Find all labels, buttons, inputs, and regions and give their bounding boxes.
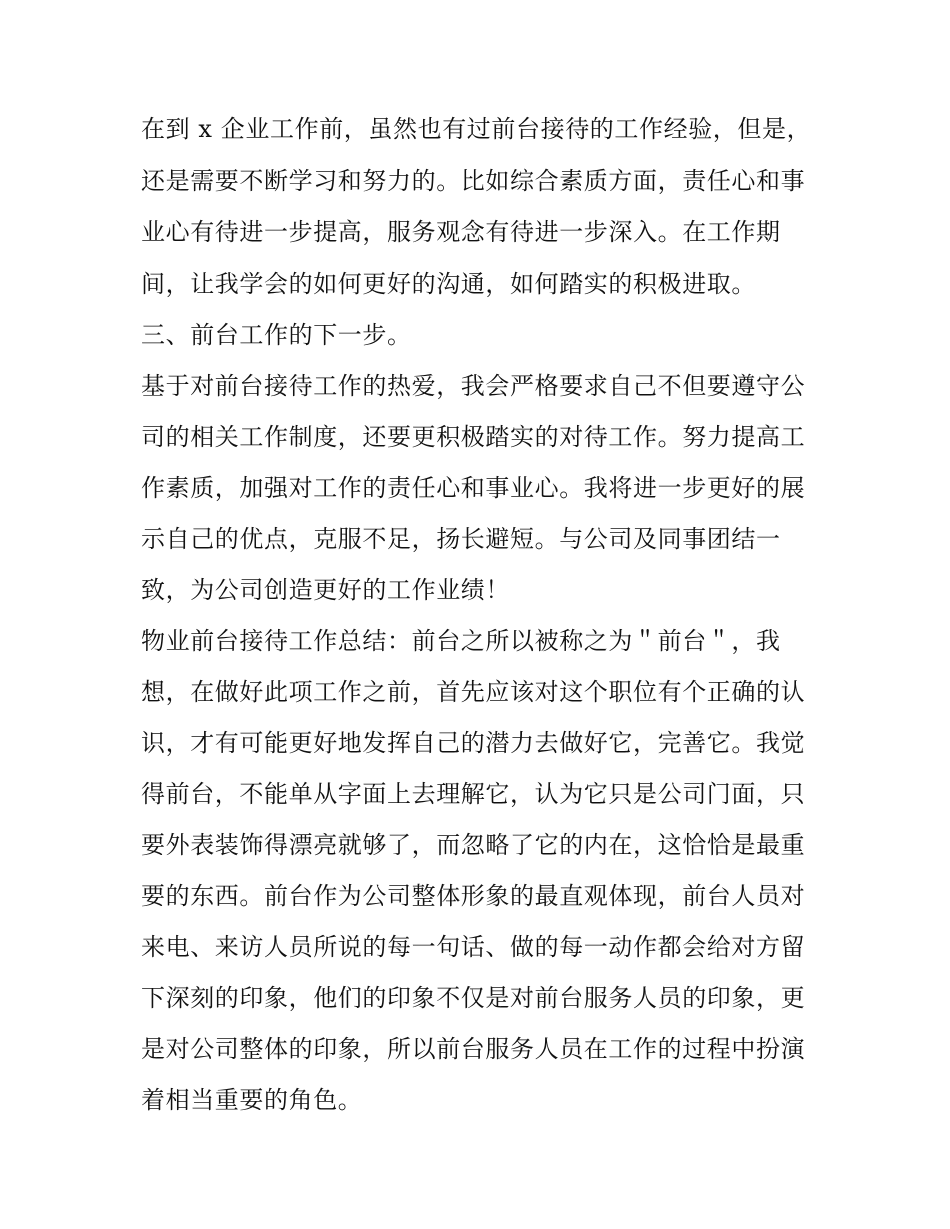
text-line: 想，在做好此项工作之前，首先应该对这个职位有个正确的认: [141, 678, 806, 706]
text-line: 物业前台接待工作总结：前台之所以被称之为＂前台＂，我: [141, 627, 781, 655]
text-line: 着相当重要的角色。: [141, 1086, 363, 1114]
text-line: 识，才有可能更好地发挥自己的潜力去做好它，完善它。我觉: [141, 729, 806, 757]
text-line: 间，让我学会的如何更好的沟通，如何踏实的积极进取。: [141, 270, 756, 298]
section-heading: 三、前台工作的下一步。: [141, 321, 412, 349]
text-line: 是对公司整体的印象，所以前台服务人员在工作的过程中扮演: [141, 1035, 806, 1063]
text-line: 基于对前台接待工作的热爱，我会严格要求自己不但要遵守公: [141, 372, 806, 400]
text-line: 要外表装饰得漂亮就够了，而忽略了它的内在，这恰恰是最重: [141, 831, 806, 859]
text-line: 要的东西。前台作为公司整体形象的最直观体现，前台人员对: [141, 882, 806, 910]
text-line: 得前台，不能单从字面上去理解它，认为它只是公司门面，只: [141, 780, 806, 808]
text-line: 司的相关工作制度，还要更积极踏实的对待工作。努力提高工: [141, 423, 806, 451]
text-line: 在到 x 企业工作前，虽然也有过前台接待的工作经验，但是，: [141, 115, 812, 143]
text-line: 作素质，加强对工作的责任心和事业心。我将进一步更好的展: [141, 474, 806, 502]
text-line: 来电、来访人员所说的每一句话、做的每一动作都会给对方留: [141, 933, 806, 961]
text-line: 业心有待进一步提高，服务观念有待进一步深入。在工作期: [141, 218, 781, 246]
text-line: 示自己的优点，克服不足，扬长避短。与公司及同事团结一: [141, 525, 781, 553]
text-line: 致，为公司创造更好的工作业绩！: [141, 576, 510, 604]
text-line: 下深刻的印象，他们的印象不仅是对前台服务人员的印象，更: [141, 984, 806, 1012]
text-line: 还是需要不断学习和努力的。比如综合素质方面，责任心和事: [141, 167, 806, 195]
